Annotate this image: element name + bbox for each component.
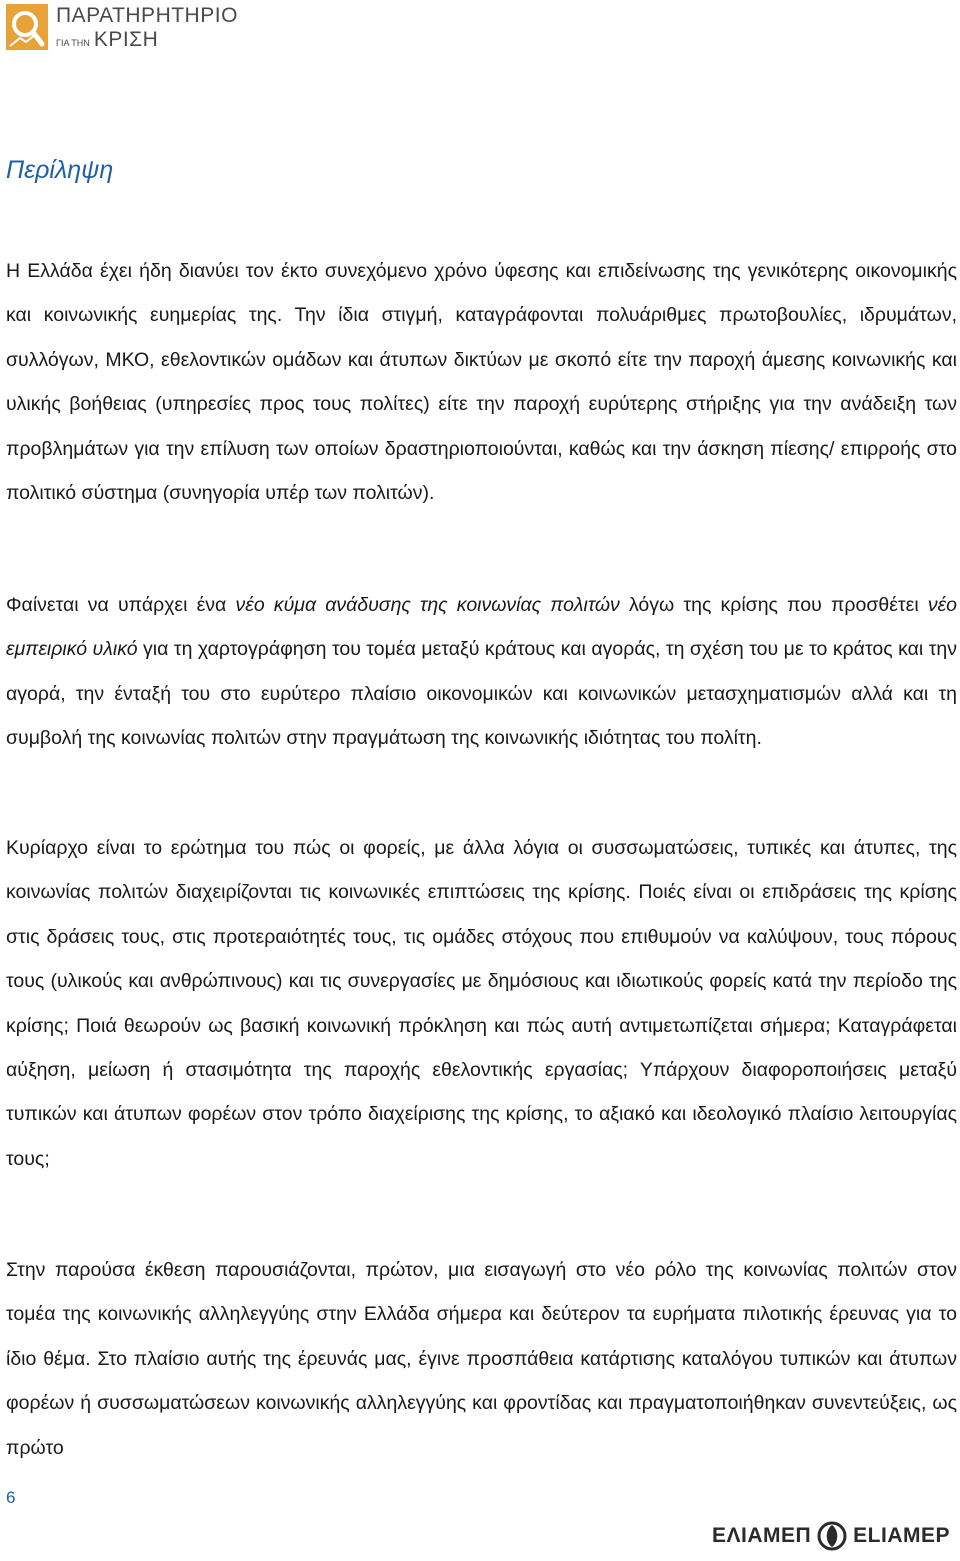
eliamep-logo-text-greek: ΕΛΙΑΜΕΠ	[711, 1524, 812, 1547]
paragraph-2-emphasis: νέο κύμα ανάδυσης της κοινωνίας πολιτών	[235, 594, 620, 616]
logo-subtitle: ΚΡΙΣΗ	[93, 27, 159, 51]
paragraph-1: Η Ελλάδα έχει ήδη διανύει τον έκτο συνεχόμενο χρόνο ύφεσης και επιδείνωσης της γενικότερης οικονομικής και κοινωνικής ευημερίας της. Την ίδια στιγμή, καταγράφονται πολυάριθμες πρωτοβουλίες, ιδρυμάτων, συλλόγων, ΜΚΟ, εθελοντικών ομάδων και άτυπων δικτύων με σκοπό είτε την παροχή άμεσης κοινωνικής και υλικής βοήθειας (υπηρεσίες προς τους πολίτες) είτε την παροχή ευρύτερης στήριξης για την ανάδειξη των προβλημάτων για την επίλυση των οποίων δραστηριοποιούνται, καθώς και την άσκηση πίεσης/ επιρροής στο πολιτικό σύστημα (συνηγορία υπέρ των πολιτών).	[6, 260, 957, 505]
logo-title: ΠΑΡΑΤΗΡΗΤΗΡΙΟ	[56, 3, 238, 27]
paragraph-2-text: λόγω της κρίσης που προσθέτει	[619, 594, 928, 616]
observatory-logo	[6, 4, 238, 50]
paragraph-2-emphasis: νέο εμπειρικό υλικό	[6, 594, 957, 661]
observatory-logo-text	[56, 5, 238, 50]
paragraph-4: Στην παρούσα έκθεση παρουσιάζονται, πρώτον, μια εισαγωγή στο νέο ρόλο της κοινωνίας πολιτών στον τομέα της κοινωνικής αλληλεγγύης στην Ελλάδα σήμερα και δεύτερον τα ευρήματα πιλοτικής έρευνας για το ίδιο θέμα. Στο πλαίσιο αυτής της έρευνάς μας, έγινε προσπάθεια κατάρτισης καταλόγου τυπικών και άτυπων φορέων ή συσσωματώσεων κοινωνικής αλληλεγγύης και φροντίδας και πραγματοποιήθηκαν συνεντεύξεις, ως πρώτο	[6, 1259, 957, 1459]
paragraph-2-text: για τη χαρτογράφηση του τομέα μεταξύ κράτους και αγοράς, τη σχέση του με το κράτος και την αγορά, την ένταξή του στο ευρύτερο πλαίσιο οικονομικών και κοινωνικών μετασχηματισμών αλλά και τη συμβολή της κοινωνίας πολιτών στην πραγμάτωση της κοινωνικής ιδιότητας του πολίτη.	[6, 638, 957, 750]
paragraph-2	[6, 583, 957, 761]
eliamep-logo-text-latin: ELIAMEP	[853, 1524, 950, 1547]
paragraph-3: Κυρίαρχο είναι το ερώτημα του πώς οι φορείς, με άλλα λόγια οι συσσωματώσεις, τυπικές και άτυπες, της κοινωνίας πολιτών διαχειρίζονται τις κοινωνικές επιπτώσεις της κρίσης. Ποιές είναι οι επιδράσεις της κρίσης στις δράσεις τους, στις προτεραιότητές τους, τις ομάδες στόχους που επιθυμούν να καλύψουν, τους πόρους τους (υλικούς και ανθρώπινους) και τις συνεργασίες με δημόσιους και ιδιωτικούς φορείς κατά την περίοδο της κρίσης; Ποιά θεωρούν ως βασική κοινωνική πρόκληση και πώς αυτή αντιμετωπίζεται σήμερα; Καταγράφεται αύξηση, μείωση ή στασιμότητα της παροχής εθελοντικής εργασίας; Υπάρχουν διαφοροποιήσεις μεταξύ τυπικών και άτυπων φορέων στον τρόπο διαχείρισης της κρίσης, το αξιακό και ιδεολογικό πλαίσιο λειτουργίας τους;	[6, 837, 957, 1170]
page-number: 6	[6, 1488, 16, 1507]
section-heading: Περίληψη	[6, 156, 114, 184]
logo-subtitle-small: ΓΙΑ ΤΗΝ	[56, 37, 90, 48]
paragraph-2-text: Φαίνεται να υπάρχει ένα	[6, 594, 236, 616]
observatory-logo-icon	[6, 4, 48, 50]
eliamep-emblem-icon	[817, 1520, 847, 1552]
eliamep-logo	[712, 1520, 950, 1552]
